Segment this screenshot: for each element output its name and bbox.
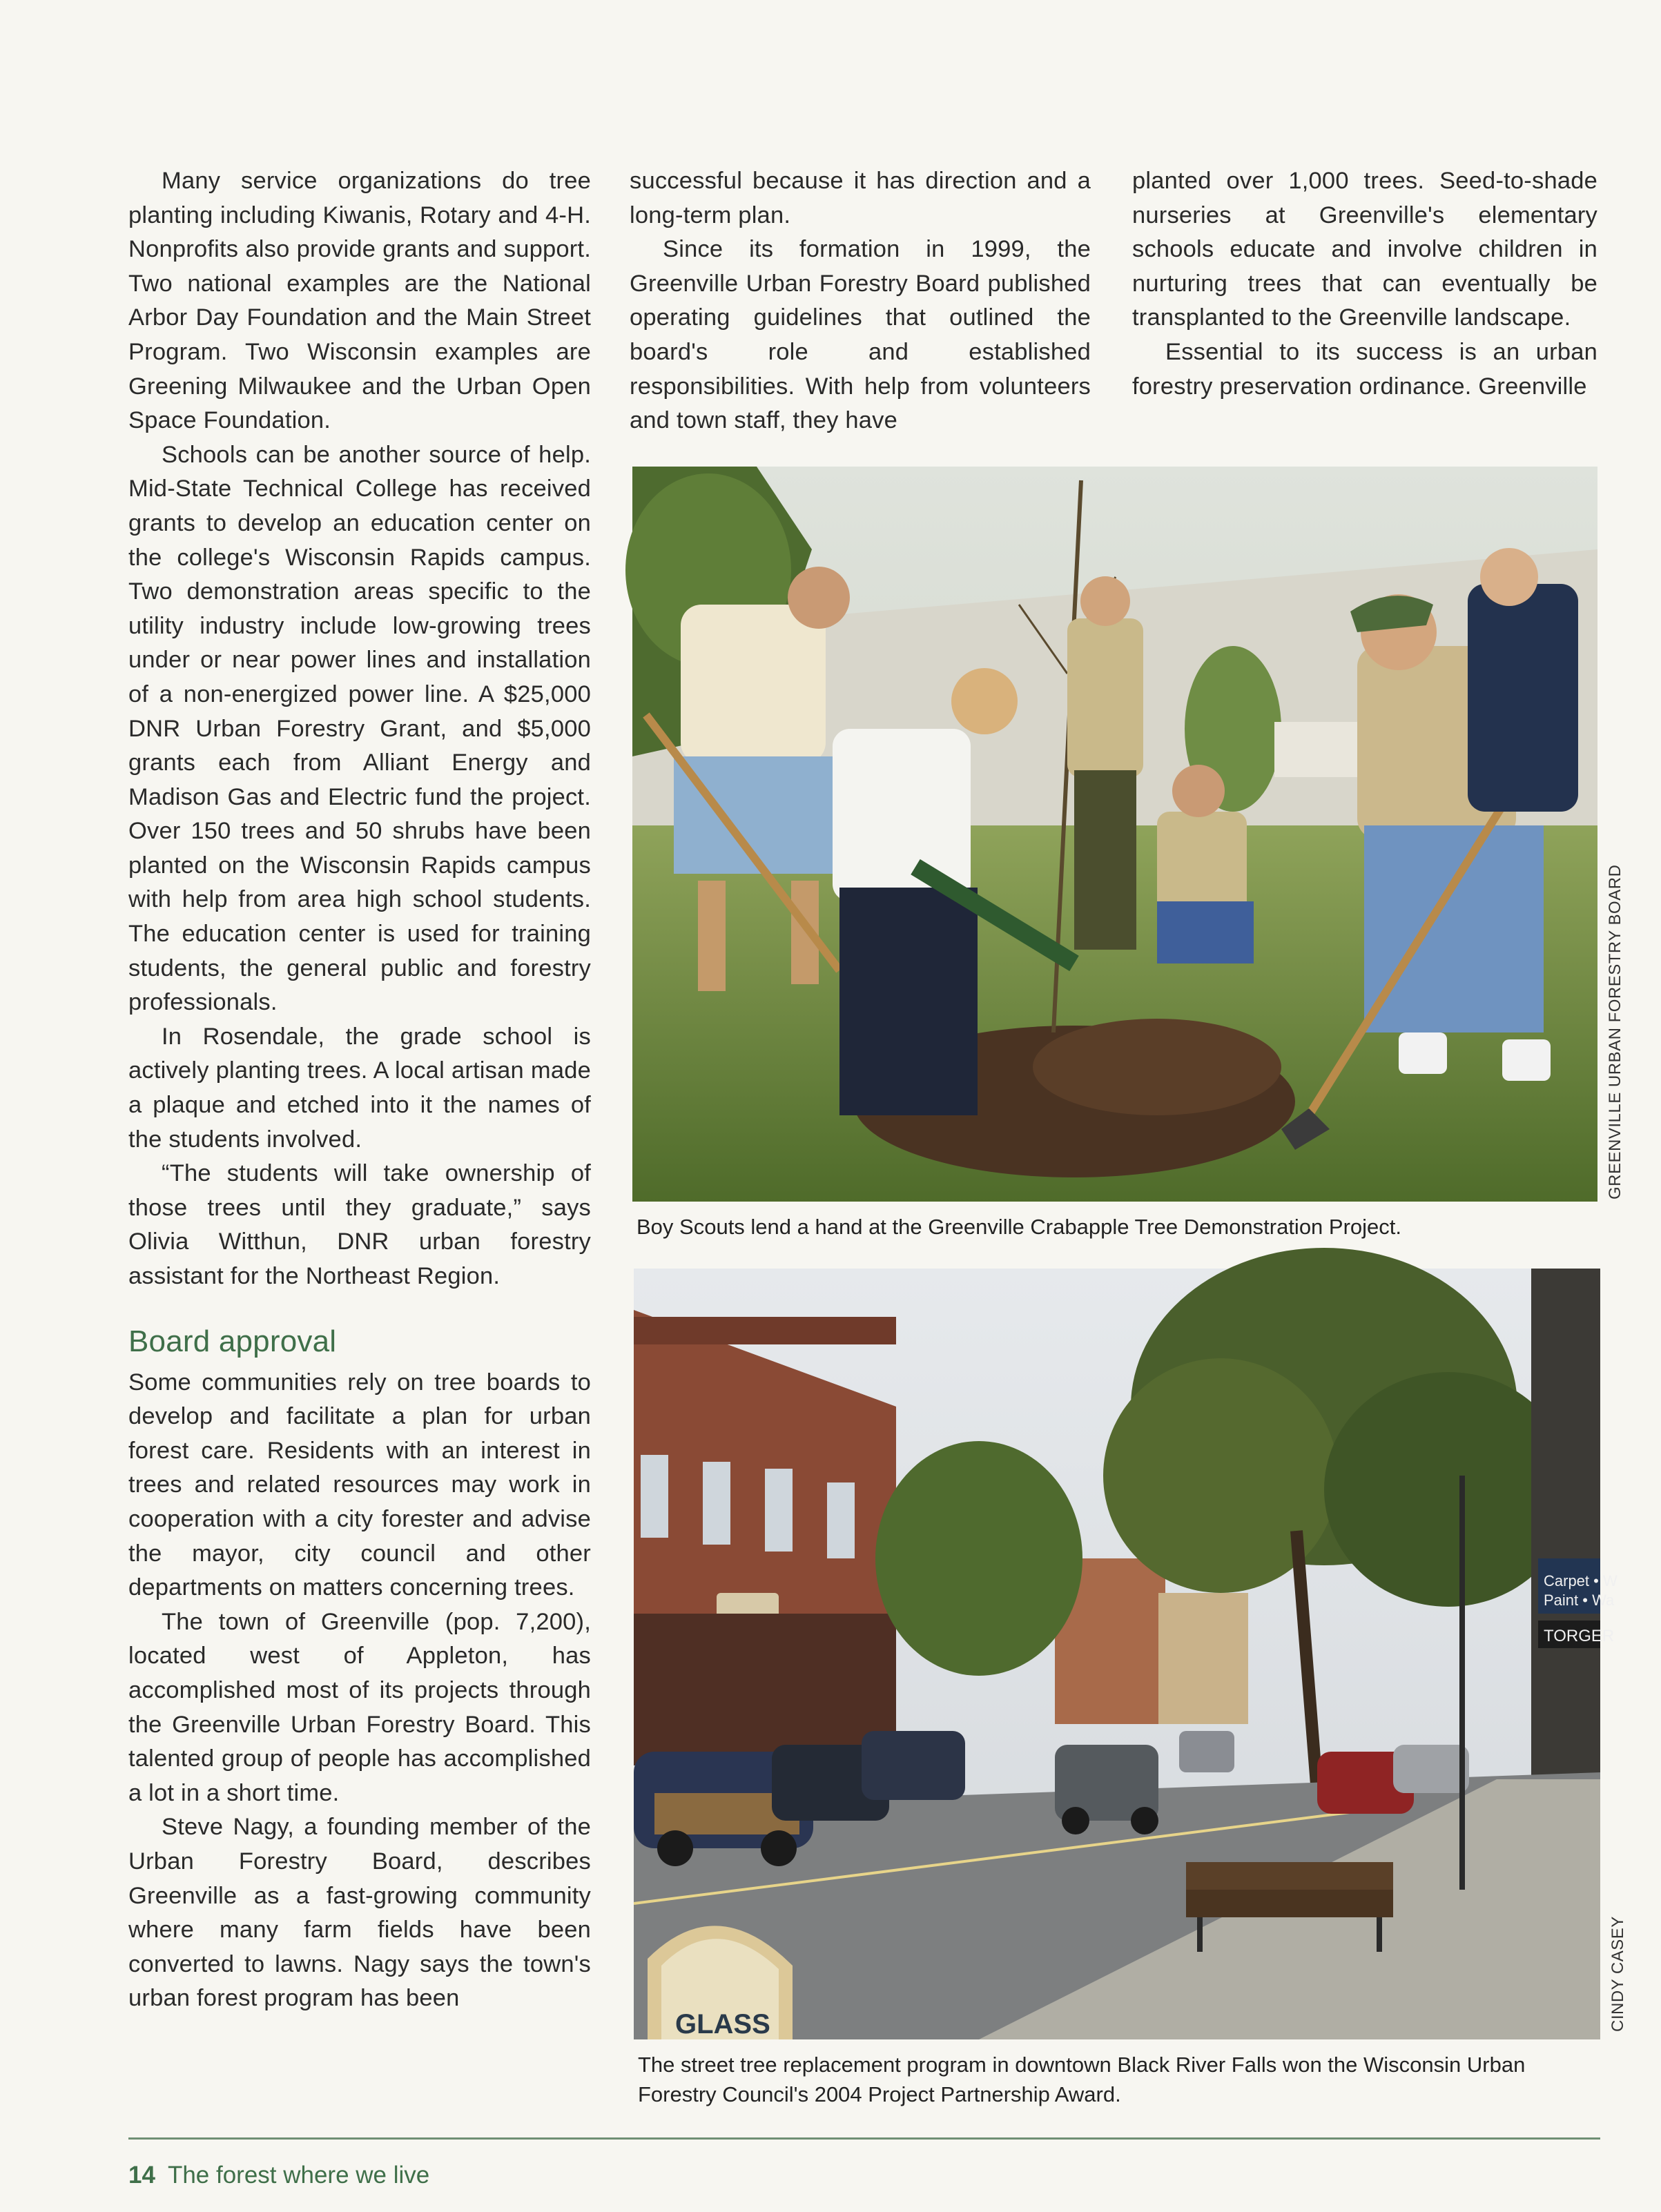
page-number: 14	[128, 2162, 155, 2189]
store-sign-text: Carpet • W	[1544, 1572, 1618, 1589]
paragraph: Many service organizations do tree planting including Kiwanis, Rotary and 4-H. Nonprofits also provide grants and support. Two national examples are the National Arbor Day Foundation and the Main Street Program. Two Wisconsin examples are Greening Milwaukee and the Urban Open Space Foundation.	[128, 168, 591, 434]
paragraph: planted over 1,000 trees. Seed-to-shade nurseries at Greenville's elementary schools educate and involve children in nurturing trees that can eventually be transplanted to the Greenville landscape.	[1132, 168, 1597, 331]
store-sign-text: TORGER	[1544, 1627, 1615, 1645]
boy-scouts-tree-planting-photo	[632, 467, 1597, 1202]
paragraph: In Rosendale, the grade school is actively planting trees. A local artisan made a plaque and etched into it the names of the students involved.	[128, 1023, 591, 1153]
page-footer	[128, 2162, 429, 2189]
footer-divider	[128, 2137, 1600, 2140]
photo-credit: CINDY CASEY	[1609, 1916, 1627, 2032]
paragraph: Some communities rely on tree boards to develop and facilitate a plan for urban forest care. Residents with an interest in trees and related resources may work in cooperation with a city forester and advise the mayor, city council and other departments on matters concerning trees.	[128, 1369, 591, 1601]
photo-caption: The street tree replacement program in downtown Black River Falls won the Wisconsin Urban Forestry Council's 2004 Project Partnership Award.	[638, 2053, 1526, 2106]
photo-credit: GREENVILLE URBAN FORESTRY BOARD	[1606, 864, 1624, 1200]
article-column-2	[630, 164, 1091, 438]
section-heading: Board approval	[128, 1324, 337, 1358]
paragraph: Essential to its success is an urban forestry preservation ordinance. Greenville	[1132, 338, 1597, 400]
photo-caption: Boy Scouts lend a hand at the Greenville Crabapple Tree Demonstration Project.	[637, 1215, 1402, 1239]
glass-sign-text: GLASS	[675, 2009, 770, 2039]
paragraph: Since its formation in 1999, the Greenville Urban Forestry Board published operating guidelines that outlined the board's role and established responsibilities. With help from volunteers and town staff, they have	[630, 236, 1091, 434]
store-sign-text: Paint • Wa	[1544, 1592, 1615, 1609]
section-title: The forest where we live	[167, 2162, 430, 2189]
paragraph: “The students will take ownership of those trees until they graduate,” says Olivia Witthun, DNR urban forestry assistant for the Northeast Region.	[128, 1160, 591, 1289]
paragraph: The town of Greenville (pop. 7,200), located west of Appleton, has accomplished most of its projects through the Greenville Urban Forestry Board. This talented group of people has accomplished a lot in a short time.	[128, 1608, 591, 1806]
paragraph: Schools can be another source of help. Mid-State Technical College has received grants to develop an education center on the college's Wisconsin Rapids campus. Two demonstration areas specific to the utility industry include low-growing trees under or near power lines and installation of a non-energized power line. A $25,000 DNR Urban Forestry Grant, and $5,000 grants each from Alliant Energy and Madison Gas and Electric fund the project. Over 150 trees and 50 shrubs have been planted on the Wisconsin Rapids campus with help from area high school students. The education center is used for training students, the general public and forestry professionals.	[128, 441, 591, 1016]
paragraph: Steve Nagy, a founding member of the Urban Forestry Board, describes Greenville as a fast-growing community where many farm fields have been converted to lawns. Nagy says the town's urban forest program has been	[128, 1814, 591, 2012]
article-column-3	[1132, 164, 1597, 404]
paragraph: successful because it has direction and a long-term plan.	[630, 168, 1091, 228]
article-column-1	[128, 164, 591, 2016]
